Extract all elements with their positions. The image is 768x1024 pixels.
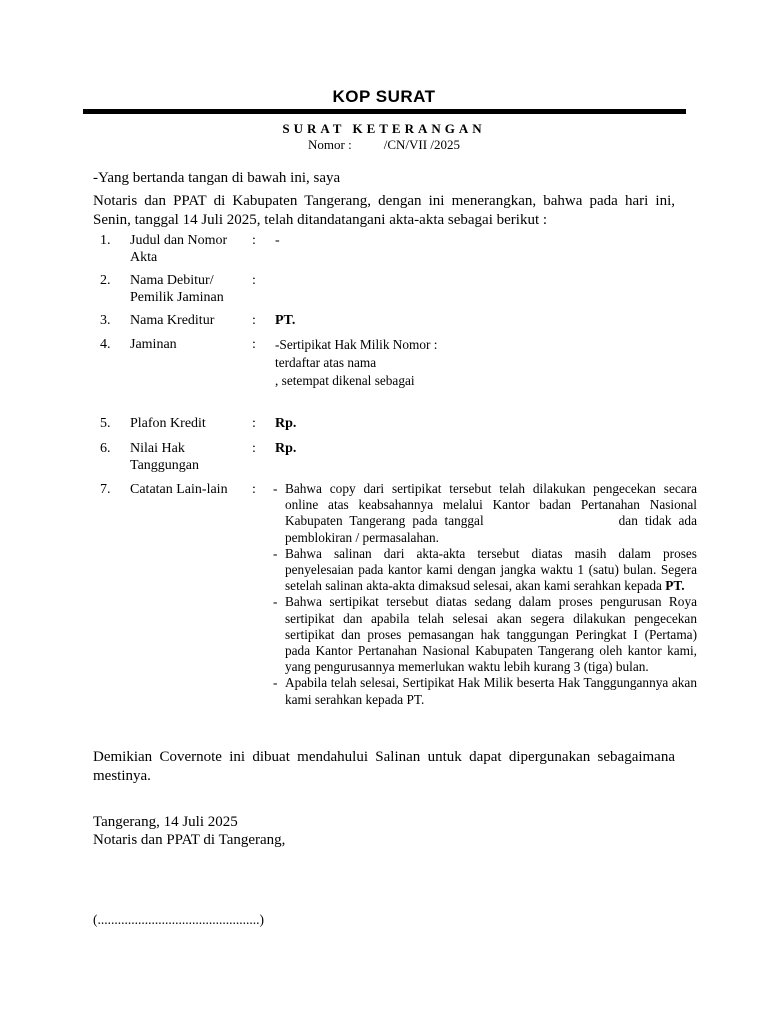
- item-number: 2.: [100, 273, 111, 288]
- letterhead-rule: [83, 109, 686, 114]
- item-colon: :: [252, 482, 256, 497]
- note-item: [273, 546, 697, 595]
- letterhead-title: KOP SURAT: [332, 87, 436, 106]
- note-text: Apabila telah selesai, Sertipikat Hak Milik beserta Hak Tanggungannya akan kami serahkan kepada PT.: [285, 675, 697, 707]
- item-number: 3.: [100, 313, 111, 328]
- item-value: Rp.: [275, 441, 297, 456]
- note-text: Bahwa sertipikat tersebut diatas sedang dalam proses pengurusan Roya sertipikat dan apabila telah selesai akan segera dilakukan pengecekan sertipikat dan proses pemasangan hak tanggungan Peringkat I (Pertama) pada Kantor Pertanahan Nasional Kabupaten Tangerang oleh kantor kami, yang pengurusannya memerlukan waktu lebih kurang 3 (tiga) bulan.: [285, 594, 697, 675]
- note-dash: -: [273, 545, 278, 561]
- statement-paragraph: Notaris dan PPAT di Kabupaten Tangerang, dengan ini menerangkan, bahwa pada hari ini, Senin, tanggal 14 Juli 2025, telah ditandatangani akta-akta sebagai berikut :: [93, 193, 675, 228]
- item-number: 1.: [100, 233, 111, 248]
- item-number: 5.: [100, 416, 111, 431]
- signature-place-date: Tangerang, 14 Juli 2025: [93, 814, 238, 830]
- letter-number-label: Nomor :: [308, 137, 352, 152]
- item-colon: :: [252, 337, 256, 352]
- item-label: Nama Kreditur: [130, 313, 215, 328]
- note-text-continued: dan tidak ada pemblokiran / permasalahan.: [285, 513, 697, 545]
- note-item: [273, 594, 697, 675]
- collateral-line: , setempat dikenal sebagai: [275, 373, 415, 388]
- notes-list: [273, 481, 697, 708]
- item-label: Judul dan Nomor Akta: [130, 233, 228, 265]
- item-label: Nama Debitur/ Pemilik Jaminan: [130, 273, 224, 305]
- item-value: -: [275, 233, 280, 248]
- note-item: [273, 675, 697, 707]
- letter-number: [0, 137, 768, 153]
- intro-line: -Yang bertanda tangan di bawah ini, saya: [93, 170, 341, 186]
- signature-line: (................................................): [93, 912, 264, 927]
- collateral-line: terdaftar atas nama: [275, 355, 377, 370]
- note-item: [273, 481, 697, 546]
- item-label: Jaminan: [130, 337, 177, 352]
- item-number: 7.: [100, 482, 111, 497]
- note-dash: -: [273, 675, 278, 691]
- note-text: Bahwa salinan dari akta-akta tersebut diatas masih dalam proses penyelesaian pada kantor kami dengan jangka waktu 1 (satu) bulan. Segera setelah salinan akta-akta dimaksud selesai, akan kami serahkan kepada: [285, 545, 697, 594]
- letter-number-value: /CN/VII /2025: [383, 137, 460, 152]
- item-colon: :: [252, 273, 256, 288]
- signature-role: Notaris dan PPAT di Tangerang,: [93, 832, 286, 848]
- item-value: [275, 336, 695, 389]
- note-dash: -: [273, 481, 278, 496]
- item-colon: :: [252, 416, 256, 431]
- item-colon: :: [252, 441, 256, 456]
- letter-title: SURAT KETERANGAN: [282, 121, 486, 136]
- item-value: Rp.: [275, 416, 297, 431]
- closing-paragraph: Demikian Covernote ini dibuat mendahului Salinan untuk dapat dipergunakan sebagaimana mestinya.: [93, 749, 675, 784]
- note-bold-text: PT.: [665, 578, 685, 594]
- item-number: 4.: [100, 337, 111, 352]
- item-colon: :: [252, 313, 256, 328]
- note-dash: -: [273, 594, 278, 610]
- item-value: PT.: [275, 313, 296, 328]
- collateral-line: -Sertipikat Hak Milik Nomor :: [275, 337, 438, 352]
- item-number: 6.: [100, 441, 111, 456]
- item-label: Plafon Kredit: [130, 416, 206, 431]
- item-label: Nilai Hak Tanggungan: [130, 441, 200, 473]
- item-label: Catatan Lain-lain: [130, 482, 228, 497]
- note-text: Bahwa copy dari sertipikat tersebut telah dilakukan pengecekan secara online atas keabsahannya melalui Kantor badan Pertanahan Nasional Kabupaten Tangerang pada tanggal: [285, 481, 697, 529]
- item-colon: :: [252, 233, 256, 248]
